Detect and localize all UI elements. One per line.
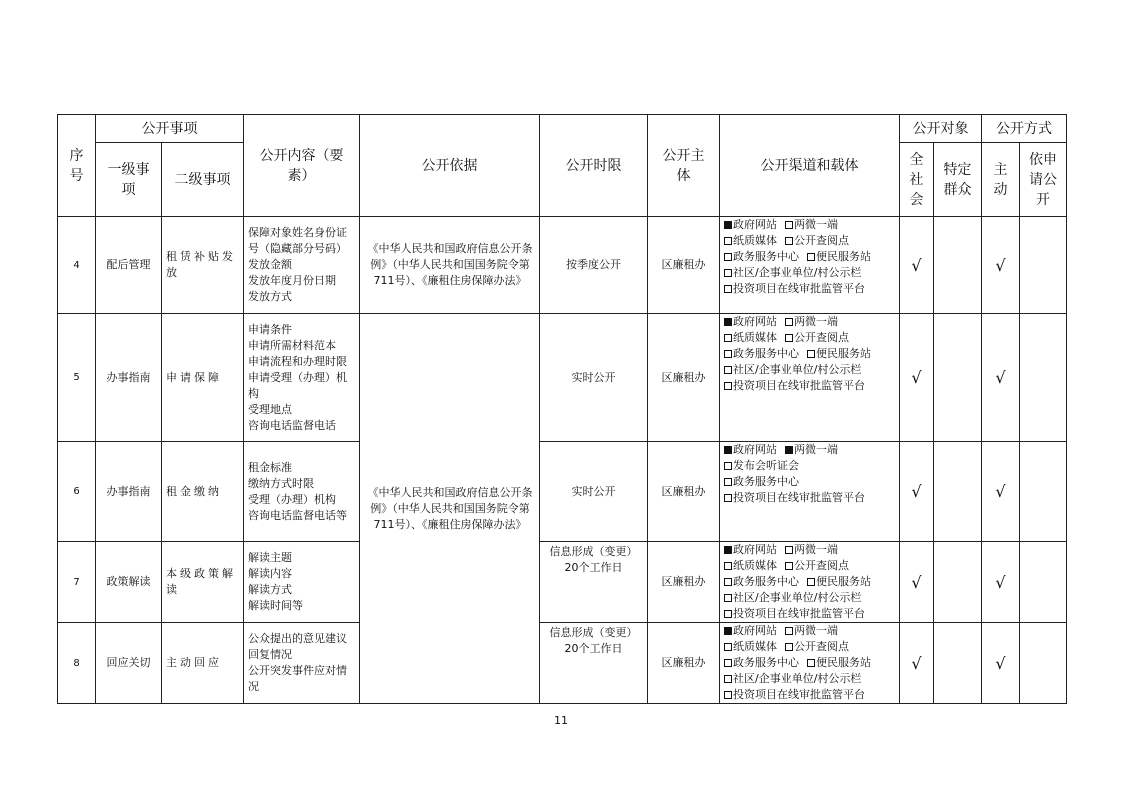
row-level2 [162,623,244,704]
header-basis: 公开依据 [360,115,540,217]
header-target-group: 公开对象 [900,115,982,143]
channel-line [724,590,895,606]
content-line: 租金标准 [248,460,292,474]
header-subject [648,115,720,217]
header-channels: 公开渠道和载体 [720,115,900,217]
checkbox-icon [785,237,793,245]
cell-method-apply [1020,314,1067,442]
basis-text: 《中华人民共和国政府信息公开条例》（中华人民共和国国务院令第711号）、《廉租住房保障办法》 [367,485,533,531]
checkbox-icon [785,627,793,635]
header-subject-text: 公开主体 [662,147,705,184]
row-subject: 区廉租办 [648,314,720,442]
row-subject: 区廉租办 [648,623,720,704]
check-target-all-icon: √ [900,442,934,542]
channel-label: 社区/企事业单位/村公示栏 [733,266,862,279]
checkbox-icon [785,334,793,342]
checkbox-icon [724,691,732,699]
content-line: 解读内容 [248,567,292,580]
channel-label: 公开查阅点 [794,234,849,247]
header-seq [58,115,96,217]
channel-line [724,265,895,281]
channel-label: 纸质媒体 [733,559,777,572]
row-content [244,442,360,542]
checkbox-icon [724,494,732,502]
header-target-all [900,143,934,217]
checkbox-icon [785,221,793,229]
content-line: 解读时间等 [248,599,303,612]
channel-line [724,671,895,687]
cell-target-specific [934,314,982,442]
row-channels [720,217,900,314]
channel-label: 政府网站 [733,543,777,556]
table-row [58,217,1067,314]
channel-label: 政务服务中心 [733,347,799,360]
row-level1: 政策解读 [96,542,162,623]
row-level1: 办事指南 [96,314,162,442]
cell-method-apply [1020,623,1067,704]
check-target-all-icon: √ [900,314,934,442]
channel-label: 社区/企事业单位/村公示栏 [733,363,862,376]
channel-line [724,281,895,297]
checked-checkbox-icon [724,546,732,554]
checkbox-icon [785,546,793,554]
channel-label: 投资项目在线审批监管平台 [733,607,865,620]
disclosure-table [57,114,1067,704]
header-method-active [982,143,1020,217]
checkbox-icon [724,350,732,358]
channel-line [724,442,895,458]
channel-label: 政府网站 [733,315,777,328]
row-subject: 区廉租办 [648,217,720,314]
check-method-active-icon: √ [982,542,1020,623]
row-time-limit [540,623,648,704]
row-subject: 区廉租办 [648,542,720,623]
row-level1: 办事指南 [96,442,162,542]
time-limit-text: 信息形成（变更）20个工作日 [549,626,638,655]
checkbox-icon [724,462,732,470]
content-line: 受理地点 [248,402,292,416]
cell-method-apply [1020,442,1067,542]
table-row [58,442,1067,542]
content-line: 申请受理（办理）机构 [248,370,347,400]
channel-label: 社区/企事业单位/村公示栏 [733,672,862,685]
header-content [244,115,360,217]
channel-line [724,330,895,346]
time-limit-text: 信息形成（变更）20个工作日 [549,545,638,574]
time-limit-text: 实时公开 [571,484,616,498]
checkbox-icon [724,478,732,486]
content-line: 解读主题 [248,551,292,564]
channel-line [724,474,895,490]
channel-line [724,346,895,362]
channel-line [724,378,895,394]
check-target-all-icon: √ [900,217,934,314]
checkbox-icon [807,253,815,261]
row-level2-text: 租赁补贴发放 [166,250,236,279]
checkbox-icon [724,659,732,667]
row-level2-text: 申请保障 [166,370,222,384]
checkbox-icon [807,350,815,358]
checkbox-icon [724,237,732,245]
check-method-active-icon: √ [982,217,1020,314]
checkbox-icon [724,334,732,342]
header-level2: 二级事项 [162,143,244,217]
time-limit-text: 实时公开 [571,370,616,384]
page-number: 11 [554,714,568,727]
content-line: 申请流程和办理时限 [248,354,347,368]
checkbox-icon [807,578,815,586]
channel-label: 两微一端 [794,443,838,456]
content-line: 公众提出的意见建议回复情况 [248,632,347,661]
header-items-group: 公开事项 [96,115,244,143]
channel-label: 政府网站 [733,443,777,456]
content-line: 咨询电话监督电话 [248,418,336,432]
header-seq-text: 序号 [69,147,84,184]
checkbox-icon [724,382,732,390]
header-level1 [96,143,162,217]
channel-label: 两微一端 [794,624,838,637]
channel-line [724,623,895,639]
table-row [58,623,1067,704]
content-line: 发放方式 [248,290,292,303]
channel-label: 社区/企事业单位/村公示栏 [733,591,862,604]
channel-line [724,558,895,574]
checkbox-icon [724,610,732,618]
channel-line [724,217,895,233]
row-seq: 5 [58,314,96,442]
check-method-active-icon: √ [982,314,1020,442]
content-line: 咨询电话监督电话等 [248,508,347,522]
row-basis [360,217,540,314]
row-seq: 7 [58,542,96,623]
channel-label: 发布会听证会 [733,459,799,472]
header-time-limit: 公开时限 [540,115,648,217]
content-line: 解读方式 [248,583,292,596]
checkbox-icon [724,594,732,602]
channel-label: 投资项目在线审批监管平台 [733,379,865,392]
row-level2 [162,314,244,442]
channel-line [724,233,895,249]
checkbox-icon [785,318,793,326]
channel-label: 政府网站 [733,218,777,231]
row-channels [720,442,900,542]
row-content [244,542,360,623]
channel-line [724,655,895,671]
checked-checkbox-icon [724,318,732,326]
checkbox-icon [724,643,732,651]
row-time-limit [540,314,648,442]
basis-text: 《中华人民共和国政府信息公开条例》（中华人民共和国国务院令第711号）、《廉租住房保障办法》 [367,242,533,287]
row-channels [720,623,900,704]
row-level1: 回应关切 [96,623,162,704]
content-line: 申请所需材料范本 [248,338,336,352]
header-content-text: 公开内容（要素） [259,147,344,184]
channel-label: 两微一端 [794,315,838,328]
row-level1: 配后管理 [96,217,162,314]
content-line: 公开突发事件应对情况 [248,664,347,693]
row-time-limit [540,542,648,623]
channel-label: 政务服务中心 [733,475,799,488]
header-row-1 [58,115,1067,143]
cell-target-specific [934,542,982,623]
channel-line [724,249,895,265]
channel-line [724,490,895,506]
channel-label: 纸质媒体 [733,234,777,247]
channel-label: 投资项目在线审批监管平台 [733,282,865,295]
checkbox-icon [807,659,815,667]
checked-checkbox-icon [785,446,793,454]
row-level2 [162,442,244,542]
content-line: 受理（办理）机构 [248,492,336,506]
checked-checkbox-icon [724,627,732,635]
cell-target-specific [934,442,982,542]
header-method-apply-text: 依申请公开 [1029,151,1057,208]
channel-label: 两微一端 [794,543,838,556]
row-time-limit [540,442,648,542]
channel-label: 公开查阅点 [794,331,849,344]
header-level1-text: 一级事项 [107,161,150,198]
checkbox-icon [724,285,732,293]
table-row [58,542,1067,623]
header-target-specific [934,143,982,217]
channel-line [724,574,895,590]
row-seq: 4 [58,217,96,314]
check-target-all-icon: √ [900,623,934,704]
row-basis [360,314,540,704]
channel-label: 政务服务中心 [733,575,799,588]
cell-target-specific [934,217,982,314]
check-target-all-icon: √ [900,542,934,623]
channel-line [724,542,895,558]
channel-line [724,458,895,474]
channel-label: 便民服务站 [816,656,871,669]
check-method-active-icon: √ [982,623,1020,704]
row-seq: 6 [58,442,96,542]
header-target-all-text: 全社会 [909,151,924,208]
row-time-limit [540,217,648,314]
channel-label: 公开查阅点 [794,559,849,572]
content-line: 保障对象姓名身份证号（隐藏部分号码） [248,226,347,255]
checkbox-icon [724,253,732,261]
checkbox-icon [724,366,732,374]
row-level2-text: 租金缴纳 [166,484,222,498]
channel-label: 政府网站 [733,624,777,637]
channel-label: 便民服务站 [816,575,871,588]
channel-line [724,606,895,622]
header-target-specific-text: 特定群众 [943,161,972,198]
check-method-active-icon: √ [982,442,1020,542]
checked-checkbox-icon [724,221,732,229]
row-subject: 区廉租办 [648,442,720,542]
channel-line [724,687,895,703]
channel-line [724,314,895,330]
time-limit-text: 按季度公开 [566,258,621,271]
checkbox-icon [724,269,732,277]
row-level2-text: 主动回应 [166,656,222,669]
checkbox-icon [724,562,732,570]
checkbox-icon [785,562,793,570]
channel-label: 投资项目在线审批监管平台 [733,688,865,701]
row-content [244,623,360,704]
header-method-group: 公开方式 [982,115,1067,143]
channel-label: 纸质媒体 [733,331,777,344]
checkbox-icon [724,675,732,683]
content-line: 申请条件 [248,322,292,336]
cell-method-apply [1020,542,1067,623]
row-level2 [162,542,244,623]
content-line: 发放年度月份日期 [248,274,336,287]
channel-label: 公开查阅点 [794,640,849,653]
channel-line [724,362,895,378]
header-method-apply [1020,143,1067,217]
table-row [58,314,1067,442]
header-method-active-text: 主动 [993,161,1008,198]
cell-target-specific [934,623,982,704]
row-channels [720,314,900,442]
channel-label: 纸质媒体 [733,640,777,653]
row-channels [720,542,900,623]
content-line: 发放金额 [248,258,292,271]
channel-label: 政务服务中心 [733,656,799,669]
channel-label: 投资项目在线审批监管平台 [733,491,865,504]
channel-label: 便民服务站 [816,347,871,360]
channel-label: 政务服务中心 [733,250,799,263]
row-content [244,217,360,314]
cell-method-apply [1020,217,1067,314]
channel-label: 便民服务站 [816,250,871,263]
channel-label: 两微一端 [794,218,838,231]
checkbox-icon [724,578,732,586]
checked-checkbox-icon [724,446,732,454]
row-content [244,314,360,442]
content-line: 缴纳方式时限 [248,476,314,490]
row-seq: 8 [58,623,96,704]
checkbox-icon [785,643,793,651]
row-level2-text: 本级政策解读 [166,567,236,596]
channel-line [724,639,895,655]
row-level2 [162,217,244,314]
